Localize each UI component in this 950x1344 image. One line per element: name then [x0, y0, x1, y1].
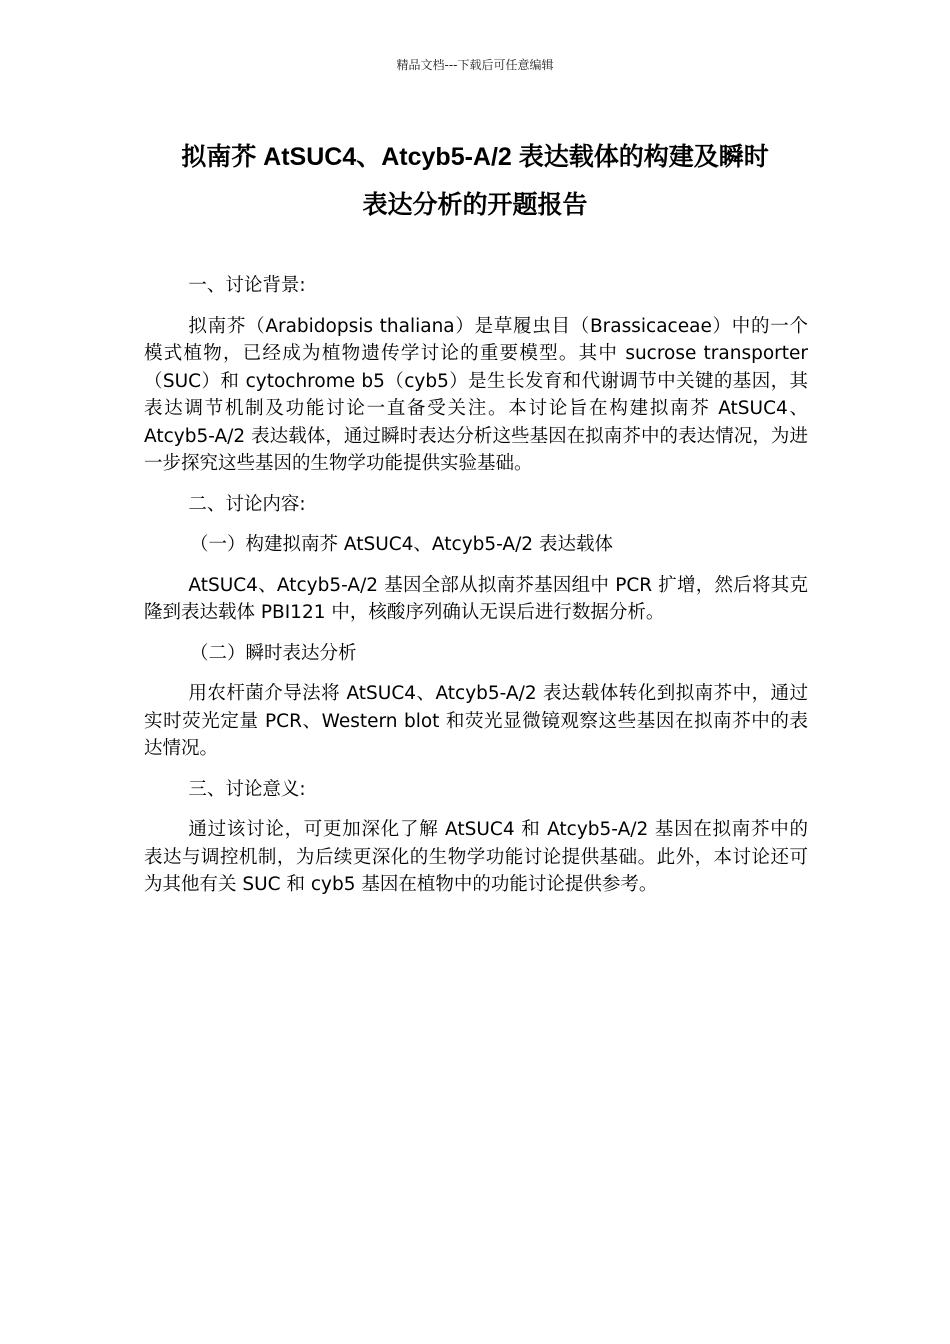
subheading-construct-vector: （一）构建拟南芥 AtSUC4、Atcyb5-A/2 表达载体	[190, 534, 613, 555]
document-title	[120, 133, 830, 229]
section-heading-content: 二、讨论内容:	[188, 493, 306, 515]
subheading-transient-expression: （二）瞬时表达分析	[190, 642, 357, 664]
section-heading-background: 一、讨论背景:	[188, 275, 306, 296]
paragraph-significance: 通过该讨论，可更加深化了解 AtSUC4 和 Atcyb5-A/2 基因在拟南芥中的表达与调控机制，为后续更深化的生物学功能讨论提供基础。此外，本讨论还可为其他有关 SUC 和 cyb5 基因在植物中的功能讨论提供参考。	[144, 819, 808, 895]
title-line-2: 表达分析的开题报告	[362, 191, 588, 219]
document-body	[144, 272, 808, 912]
header-note: 精品文档---下载后可任意编辑	[396, 58, 554, 72]
title-line-1: 拟南芥 AtSUC4、Atcyb5-A/2 表达载体的构建及瞬时	[181, 143, 769, 171]
paragraph-construct-vector: AtSUC4、Atcyb5-A/2 基因全部从拟南芥基因组中 PCR 扩增，然后将其克隆到表达载体 PBI121 中，核酸序列确认无误后进行数据分析。	[144, 574, 808, 623]
paragraph-transient-expression: 用农杆菌介导法将 AtSUC4、Atcyb5-A/2 表达载体转化到拟南芥中，通过实时荧光定量 PCR、Western blot 和荧光显微镜观察这些基因在拟南芥中的表达情况。	[144, 683, 808, 759]
paragraph-background: 拟南芥（Arabidopsis thaliana）是草履虫目（Brassicaceae）中的一个模式植物，已经成为植物遗传学讨论的重要模型。其中 sucrose transporter（SUC）和 cytochrome b5（cyb5）是生长发育和代谢调节中关键的基因，其表达调节机制及功能讨论一直备受关注。本讨论旨在构建拟南芥 AtSUC4、Atcyb5-A/2 表达载体，通过瞬时表达分析这些基因在拟南芥中的表达情况，为进一步探究这些基因的生物学功能提供实验基础。	[144, 315, 808, 474]
section-heading-significance: 三、讨论意义:	[188, 778, 306, 800]
